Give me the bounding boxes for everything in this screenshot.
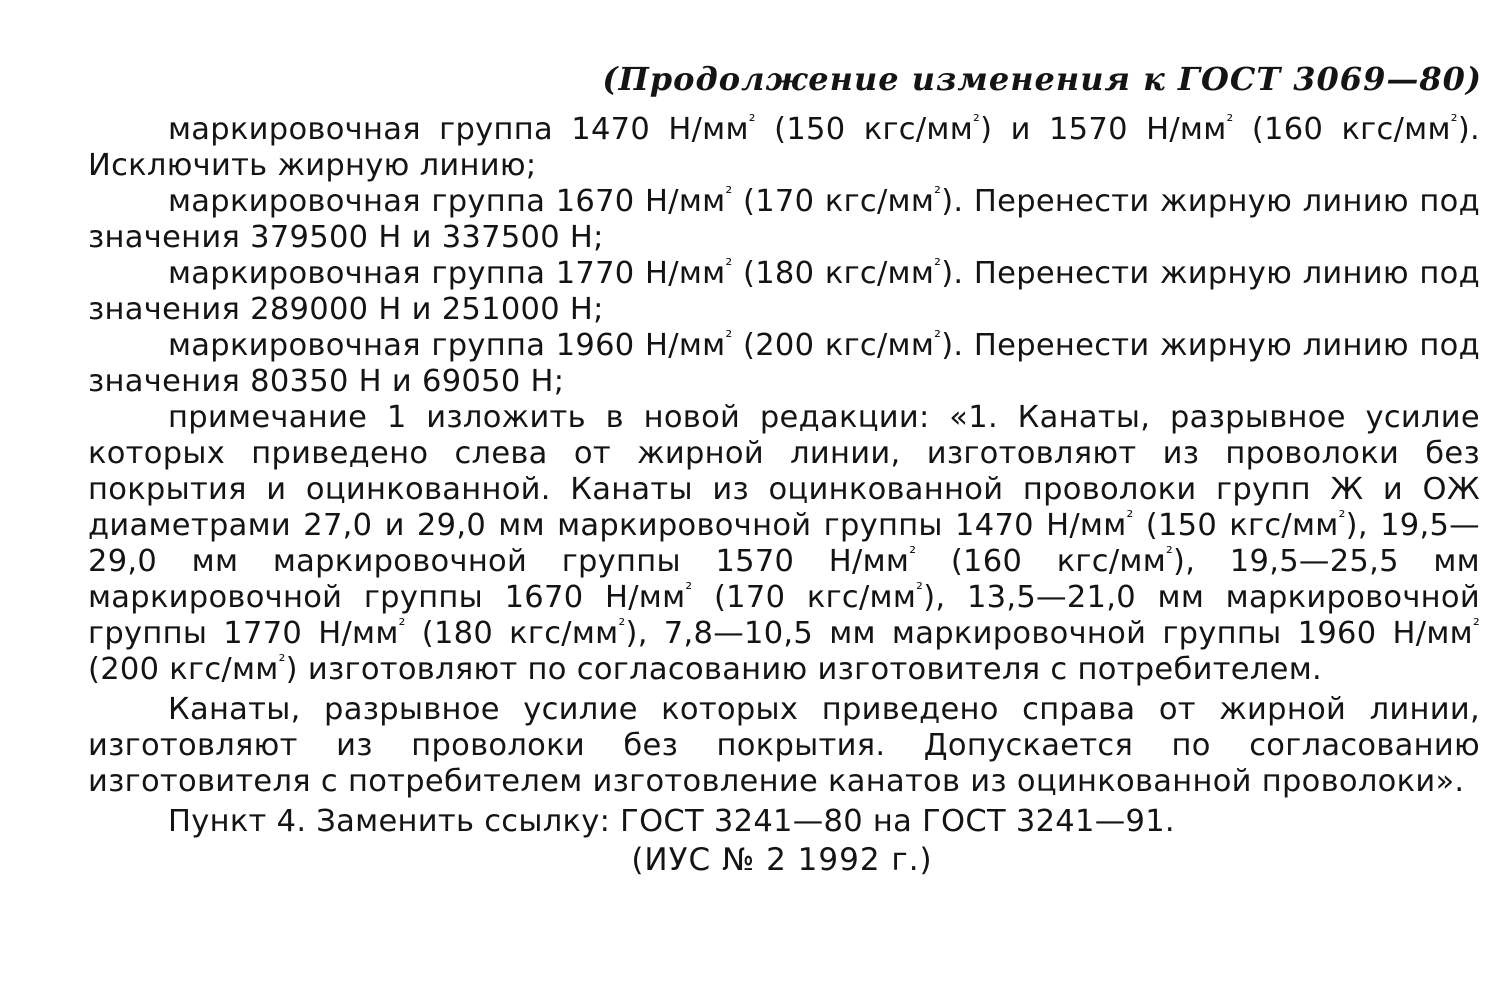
document-body — [88, 112, 1480, 840]
document-footer-reference: (ИУС № 2 1992 г.) — [631, 842, 933, 878]
paragraph: маркировочная группа 1470 $Н/мм^{^2}$ (150 кгс/$мм^{^2}$) и 1570 $Н/мм^{^2}$ (160 кгс/$мм^{^2}$). Исключить жирную линию; — [88, 110, 1481, 183]
document-header: (Продолжение изменения к ГОСТ 3069—80) — [602, 60, 1482, 98]
paragraph: маркировочная группа 1960 $Н/мм^{^2}$ (200 кгс/$мм^{^2}$). Перенести жирную линию под значения 80350 Н и 69050 Н; — [88, 326, 1480, 399]
paragraph: Канаты, разрывное усилие которых приведено справа от жирной линии, изготовляют из проволоки без покрытия. Допускается по согласованию изготовителя с потребителем изготовление канатов из оцинкованной проволоки». — [88, 692, 1480, 799]
paragraph: маркировочная группа 1670 $Н/мм^{^2}$ (170 кгс/$мм^{^2}$). Перенести жирную линию под значения 379500 Н и 337500 Н; — [88, 182, 1480, 255]
paragraph: Пункт 4. Заменить ссылку: ГОСТ 3241—80 на ГОСТ 3241—91. — [168, 804, 1175, 839]
paragraph: примечание 1 изложить в новой редакции: «1. Канаты, разрывное усилие которых приведено слева от жирной линии, изготовляют из проволоки без покрытия и оцинкованной. Канаты из оцинкованной проволоки групп Ж и ОЖ диаметрами 27,0 и 29,0 мм маркировочной группы 1470 $Н/мм^{^2}$ (150 кгс/$мм^{^2}$), 19,5—29,0 мм маркировочной группы 1570 $Н/мм^{^2}$ (160 кгс/$мм^{^2}$), 19,5—25,5 мм маркировочной группы 1670 $Н/мм^{^2}$ (170 кгс/$мм^{^2}$), 13,5—21,0 мм маркировочной группы 1770 $Н/мм^{^2}$ (180 кгс/$мм^{^2}$), 7,8—10,5 мм маркировочной группы 1960 $Н/мм^{^2}$ (200 кгс/$мм^{^2}$) изготовляют по согласованию изготовителя с потребителем. — [88, 400, 1480, 687]
paragraph: маркировочная группа 1770 $Н/мм^{^2}$ (180 кгс/$мм^{^2}$). Перенести жирную линию под значения 289000 Н и 251000 Н; — [88, 254, 1480, 327]
